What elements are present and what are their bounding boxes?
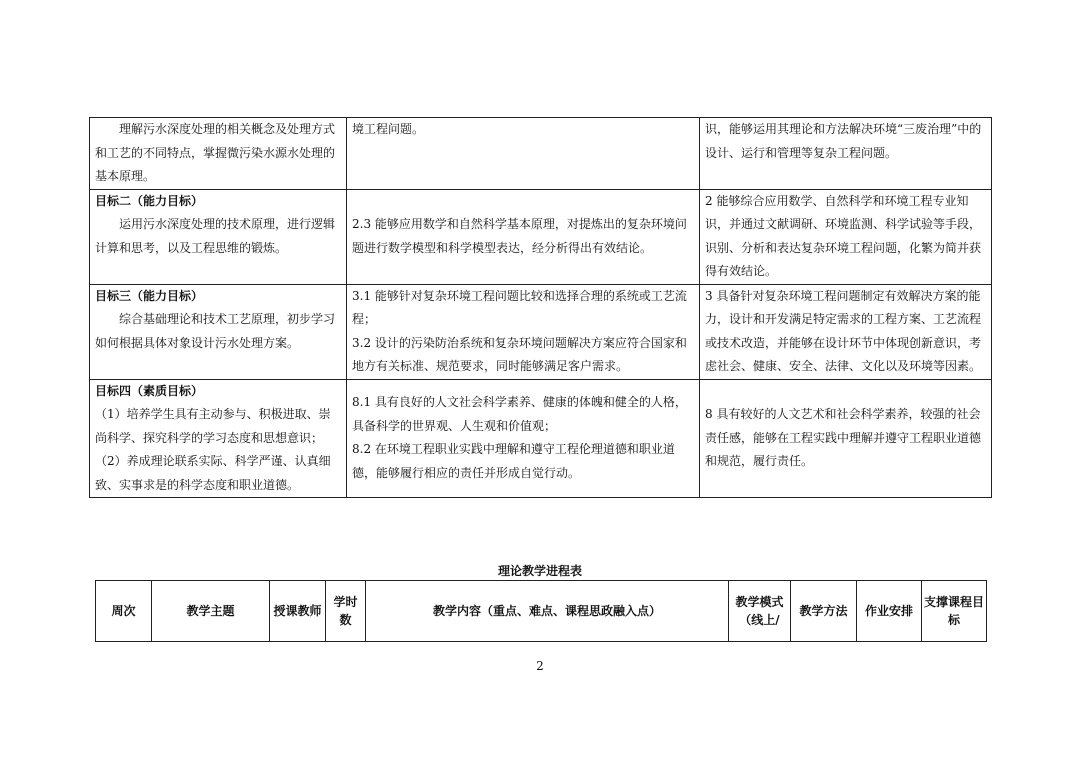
schedule-table xyxy=(95,580,987,642)
graduation-requirement-cell: 2 能够综合应用数学、自然科学和环境工程专业知识，并通过文献调研、环境监测、科学试验等手段，识别、分析和表达复杂环境工程问题，化繁为简并获得有效结论。 xyxy=(700,189,992,284)
header-homework: 作业安排 xyxy=(857,581,922,642)
schedule-title: 理论教学进程表 xyxy=(497,564,582,578)
header-week: 周次 xyxy=(96,581,152,642)
table-row xyxy=(90,118,992,190)
graduation-requirement-cell: 识，能够运用其理论和方法解决环境“三废治理”中的设计、运行和管理等复杂工程问题。 xyxy=(700,118,992,190)
table-row xyxy=(90,189,992,284)
header-hours: 学时数 xyxy=(326,581,366,642)
objective-title: 目标三（能力目标） xyxy=(95,288,204,303)
objective-title: 目标二（能力目标） xyxy=(95,193,204,208)
header-teacher: 授课教师 xyxy=(270,581,326,642)
table-row xyxy=(90,284,992,379)
objective-cell: 目标四（素质目标） （1）培养学生具有主动参与、积极进取、崇尚科学、探究科学的学习态度和思想意识； （2）养成理论联系实际、科学严谨、认真细致、实事求是的科学态度和职业道德。 xyxy=(90,379,347,498)
objective-title: 目标四（素质目标） xyxy=(95,383,204,398)
requirement-cell: 3.1 能够针对复杂环境工程问题比较和选择合理的系统或工艺流程； 3.2 设计的污染防治系统和复杂环境问题解决方案应符合国家和地方有关标准、规范要求，同时能够满足客户需求。 xyxy=(347,284,700,379)
objective-cell: 理解污水深度处理的相关概念及处理方式和工艺的不同特点，掌握微污染水源水处理的基本原理。 xyxy=(90,118,347,190)
page-number: 2 xyxy=(536,659,544,673)
header-supported-objective: 支撑课程目标 xyxy=(922,581,987,642)
header-content: 教学内容（重点、难点、课程思政融入点） xyxy=(366,581,729,642)
requirement-cell: 8.1 具有良好的人文社会科学素养、健康的体魄和健全的人格，具备科学的世界观、人生观和价值观； 8.2 在环境工程职业实践中理解和遵守工程伦理道德和职业道德，能够履行相应的责任并形成自觉行动。 xyxy=(347,379,700,498)
objective-cell: 目标二（能力目标） 运用污水深度处理的技术原理，进行逻辑计算和思考，以及工程思维的锻炼。 xyxy=(90,189,347,284)
objective-cell: 目标三（能力目标） 综合基础理论和技术工艺原理，初步学习如何根据具体对象设计污水处理方案。 xyxy=(90,284,347,379)
graduation-requirement-cell: 8 具有较好的人文艺术和社会科学素养，较强的社会责任感，能够在工程实践中理解并遵守工程职业道德和规范，履行责任。 xyxy=(700,379,992,498)
header-mode: 教学模式（线上/ xyxy=(729,581,791,642)
header-topic: 教学主题 xyxy=(152,581,270,642)
header-method: 教学方法 xyxy=(791,581,857,642)
requirement-cell: 2.3 能够应用数学和自然科学基本原理，对提炼出的复杂环境问题进行数学模型和科学模型表达，经分析得出有效结论。 xyxy=(347,189,700,284)
table-row xyxy=(90,379,992,498)
schedule-header-row xyxy=(96,581,987,642)
graduation-requirement-cell: 3 具备针对复杂环境工程问题制定有效解决方案的能力，设计和开发满足特定需求的工程方案、工艺流程或技术改造，并能够在设计环节中体现创新意识，考虑社会、健康、安全、法律、文化以及环境等因素。 xyxy=(700,284,992,379)
objectives-table xyxy=(89,117,992,498)
requirement-cell: 境工程问题。 xyxy=(347,118,700,190)
